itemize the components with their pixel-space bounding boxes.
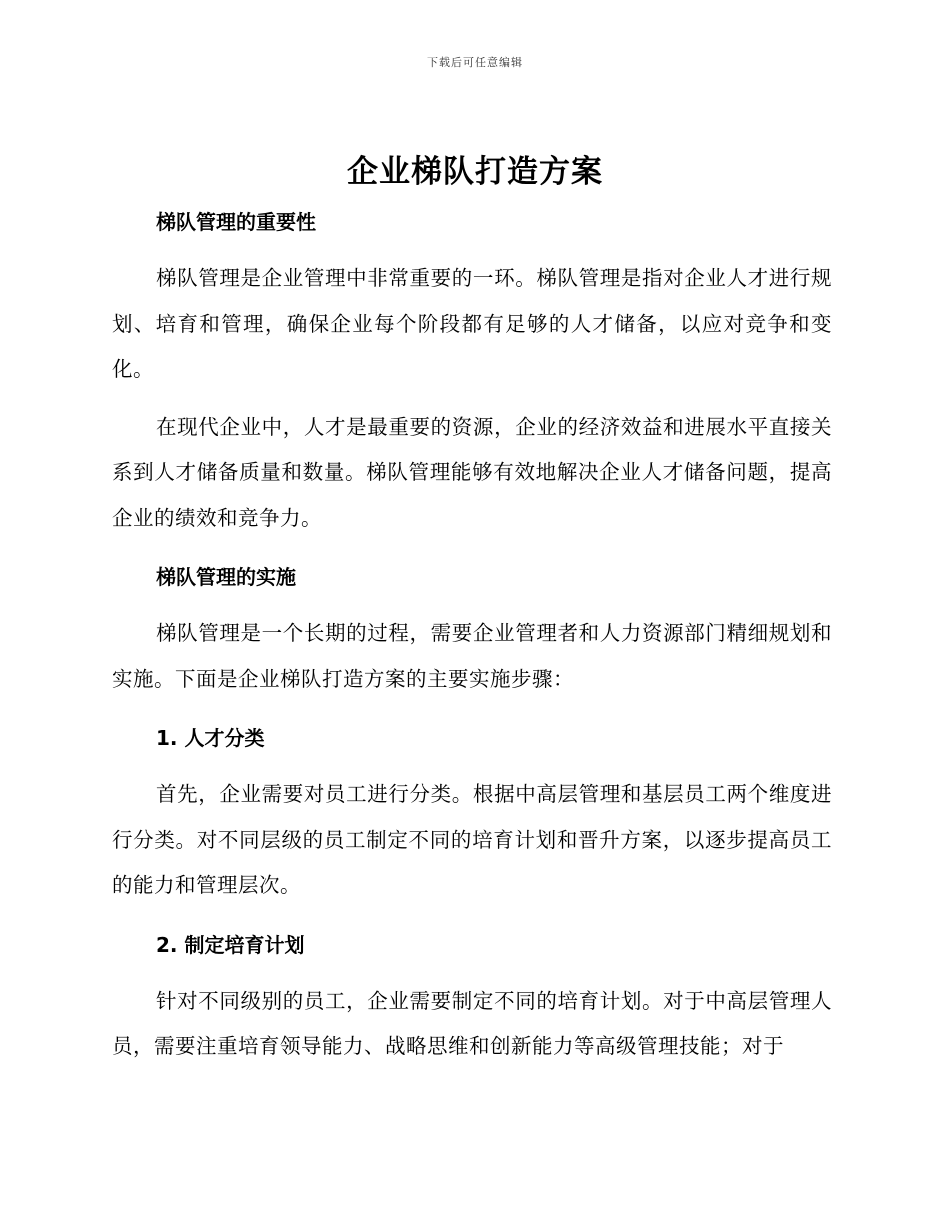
- section-heading: 2. 制定培育计划: [156, 932, 305, 957]
- section-talent-classification: [112, 716, 832, 909]
- section-heading: 梯队管理的重要性: [156, 210, 316, 234]
- paragraph: 梯队管理是一个长期的过程，需要企业管理者和人力资源部门精细规划和实施。下面是企业梯队打造方案的主要实施步骤：: [112, 621, 832, 691]
- paragraph: 首先，企业需要对员工进行分类。根据中高层管理和基层员工两个维度进行分类。对不同层级的员工制定不同的培育计划和晋升方案，以逐步提高员工的能力和管理层次。: [112, 782, 832, 897]
- section-training-plan: [112, 923, 832, 1070]
- section-heading: 梯队管理的实施: [156, 565, 296, 589]
- paragraph: 梯队管理是企业管理中非常重要的一环。梯队管理是指对企业人才进行规划、培育和管理，确保企业每个阶段都有足够的人才储备，以应对竞争和变化。: [112, 266, 832, 381]
- section-implementation: [112, 555, 832, 702]
- document-title: 企业梯队打造方案: [347, 154, 603, 190]
- document-body: [112, 200, 832, 1070]
- section-heading: 1. 人才分类: [156, 726, 265, 750]
- paragraph: 针对不同级别的员工，企业需要制定不同的培育计划。对于中高层管理人员，需要注重培育领导能力、战略思维和创新能力等高级管理技能；对于: [112, 988, 832, 1058]
- paragraph: 在现代企业中，人才是最重要的资源，企业的经济效益和进展水平直接关系到人才储备质量和数量。梯队管理能够有效地解决企业人才储备问题，提高企业的绩效和竞争力。: [112, 414, 832, 530]
- header-note: 下载后可任意编辑: [427, 56, 523, 69]
- section-importance: [112, 200, 832, 541]
